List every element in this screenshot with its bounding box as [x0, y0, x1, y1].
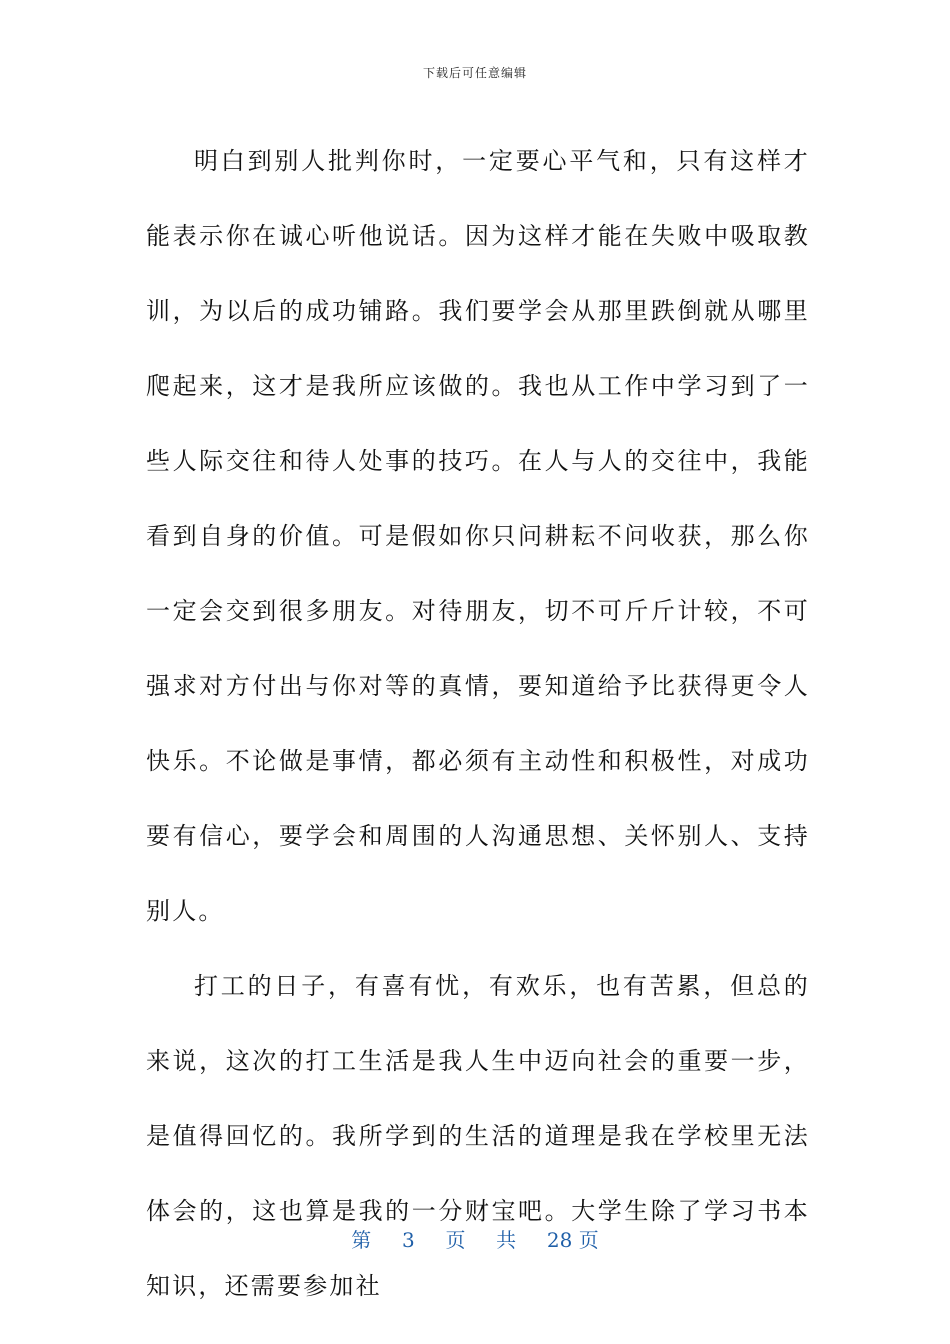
page-header: [0, 64, 950, 81]
footer-suffix: 页: [578, 1228, 599, 1252]
paragraph-2: 打工的日子，有喜有忧，有欢乐，也有苦累，但总的来说，这次的打工生活是我人生中迈向社会的重要一步，是值得回忆的。我所学到的生活的道理是我在学校里无法体会的，这也算是我的一分财宝吧。大学生除了学习书本知识，还需要参加社: [146, 972, 810, 1300]
footer-current-page: 3: [402, 1228, 415, 1252]
page-footer: [0, 1224, 950, 1253]
paragraph-1: 明白到别人批判你时，一定要心平气和，只有这样才能表示你在诚心听他说话。因为这样才能在失败中吸取教训，为以后的成功铺路。我们要学会从那里跌倒就从哪里爬起来，这才是我所应该做的。我也从工作中学习到了一些人际交往和待人处事的技巧。在人与人的交往中，我能看到自身的价值。可是假如你只问耕耘不问收获，那么你一定会交到很多朋友。对待朋友，切不可斤斤计较，不可强求对方付出与你对等的真情，要知道给予比获得更令人快乐。不论做是事情，都必须有主动性和积极性，对成功要有信心，要学会和周围的人沟通思想、关怀别人、支持别人。: [146, 147, 810, 925]
footer-page-word: 页: [445, 1228, 466, 1252]
header-text: 下载后可任意编辑: [422, 66, 527, 80]
footer-total-word: 共: [496, 1228, 517, 1252]
footer-prefix: 第: [351, 1228, 372, 1252]
footer-total-pages: 28: [546, 1228, 573, 1252]
document-body: [146, 124, 810, 1324]
